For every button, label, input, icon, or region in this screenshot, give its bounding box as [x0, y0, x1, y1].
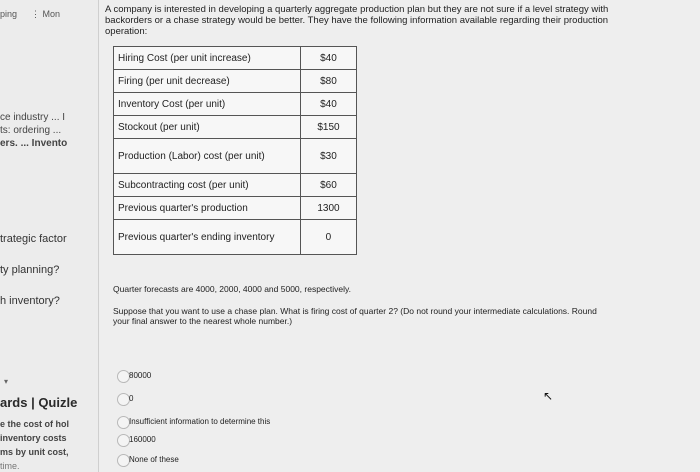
table-cell-label: Stockout (per unit) — [114, 116, 301, 139]
forecast-text: Quarter forecasts are 4000, 2000, 4000 and 5000, respectively. — [113, 284, 351, 294]
table-cell-value: 1300 — [300, 197, 356, 220]
question-panel — [99, 0, 700, 472]
table-cell-value: $30 — [300, 139, 356, 174]
sidebar-tab-fragment[interactable]: ping — [0, 9, 18, 19]
table-row — [114, 197, 357, 220]
question-text: Suppose that you want to use a chase plan. What is firing cost of quarter 2? (Do not round your intermediate calculations. Round your final answer to the nearest whole number.) — [113, 306, 597, 326]
question-intro: A company is interested in developing a quarterly aggregate production plan but they are not sure if a level strategy with backorders or a chase strategy would be better. They have the following information available regarding their production operation: — [105, 4, 609, 37]
sidebar-result-3[interactable]: ers. ... Invento — [0, 138, 68, 149]
table-cell-value: 0 — [300, 220, 356, 255]
quizlet-snippet-line-2: inventory costs — [0, 433, 67, 443]
table-row — [114, 116, 357, 139]
sidebar-result-2[interactable]: ts: ordering ... — [0, 125, 62, 136]
table-cell-label: Firing (per unit decrease) — [114, 70, 301, 93]
table-row — [114, 174, 357, 197]
table-cell-value: $40 — [300, 93, 356, 116]
table-cell-label: Hiring Cost (per unit increase) — [114, 47, 301, 70]
chevron-down-icon[interactable]: ▾ — [4, 377, 9, 386]
sidebar-tab-more[interactable]: ⋮ Mon — [31, 9, 61, 19]
table-row — [114, 139, 357, 174]
table-cell-value: $150 — [300, 116, 356, 139]
table-row — [114, 47, 357, 70]
table-cell-label: Previous quarter's production — [114, 197, 301, 220]
table-cell-label: Production (Labor) cost (per unit) — [114, 139, 301, 174]
table-row — [114, 93, 357, 116]
mouse-pointer-icon: ↖ — [543, 389, 554, 403]
answer-label: 80000 — [129, 371, 152, 380]
answer-label: Insufficient information to determine this — [129, 417, 271, 426]
quizlet-snippet-line-4: time. — [0, 461, 20, 471]
table-cell-value: $60 — [300, 174, 356, 197]
table-cell-label: Previous quarter's ending inventory — [114, 220, 301, 255]
table-row — [114, 220, 357, 255]
answer-label: 0 — [129, 394, 134, 403]
answer-label: None of these — [129, 455, 179, 464]
table-row — [114, 70, 357, 93]
sidebar-question-3[interactable]: h inventory? — [0, 295, 60, 307]
cost-table — [113, 46, 357, 255]
quizlet-snippet-line-3: ms by unit cost, — [0, 447, 69, 457]
sidebar-question-1[interactable]: trategic factor — [0, 233, 67, 245]
table-cell-label: Subcontracting cost (per unit) — [114, 174, 301, 197]
quizlet-result-title[interactable]: ards | Quizle — [0, 395, 78, 410]
sidebar-question-2[interactable]: ty planning? — [0, 264, 60, 276]
quizlet-snippet-line-1: e the cost of hol — [0, 419, 70, 429]
table-cell-value: $40 — [300, 47, 356, 70]
table-cell-value: $80 — [300, 70, 356, 93]
sidebar-result-1[interactable]: ce industry ... I — [0, 112, 66, 123]
answer-label: 160000 — [129, 435, 156, 444]
table-cell-label: Inventory Cost (per unit) — [114, 93, 301, 116]
left-sidebar — [0, 0, 99, 472]
